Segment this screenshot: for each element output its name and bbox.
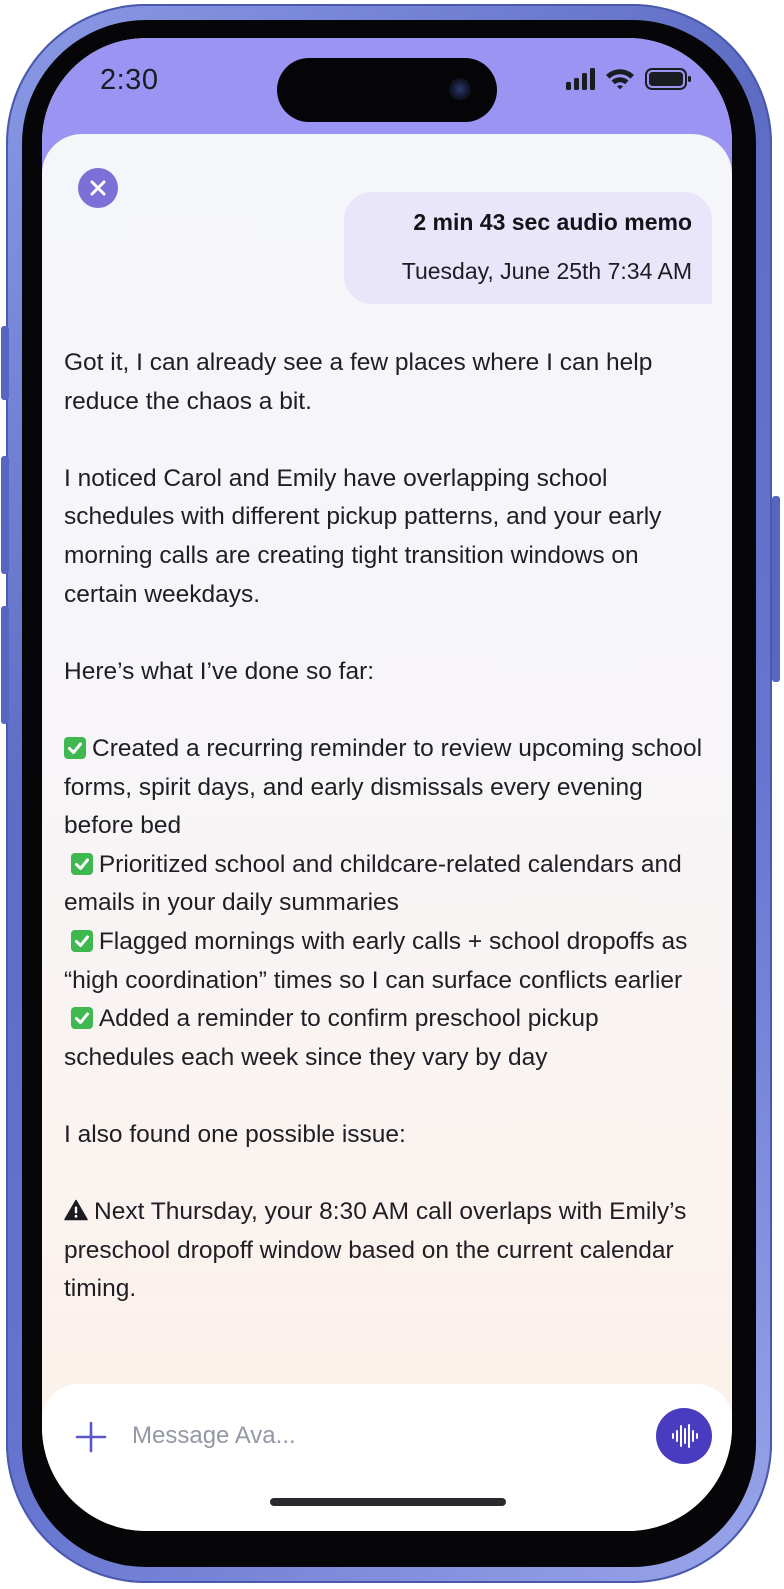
- checkmark-icon: [71, 1007, 93, 1029]
- memo-title: 2 min 43 sec audio memo: [413, 209, 692, 235]
- plus-icon: [77, 1423, 105, 1451]
- reply-issue-text: Next Thursday, your 8:30 AM call overlaps with Emily’s preschool dropoff window based on the current calendar timing.: [64, 1198, 687, 1303]
- voice-input-button[interactable]: [656, 1408, 712, 1464]
- action-button: [1, 326, 9, 400]
- signal-icon: [566, 68, 595, 90]
- reply-observation: I noticed Carol and Emily have overlapping school schedules with different pickup patterns, and your early morning calls are creating tight transition windows on certain weekdays.: [64, 464, 662, 608]
- done-item-text: Flagged mornings with early calls + school dropoffs as “high coordination” times so I can surface conflicts earlier: [64, 927, 688, 994]
- checkmark-icon: [64, 737, 86, 759]
- home-indicator[interactable]: [270, 1498, 506, 1506]
- close-button[interactable]: [78, 168, 118, 208]
- done-item-text: Created a recurring reminder to review upcoming school forms, spirit days, and early dismissals every evening before bed: [64, 734, 703, 840]
- battery-icon: [646, 69, 691, 89]
- done-item: [64, 923, 714, 1000]
- done-item-text: Added a reminder to confirm preschool pickup schedules each week since they vary by day: [64, 1005, 599, 1071]
- done-item: [64, 1000, 714, 1077]
- status-icons: [566, 66, 696, 92]
- done-item: [64, 846, 714, 923]
- reply-done-heading: Here’s what I’ve done so far:: [64, 657, 375, 685]
- checkmark-icon: [71, 853, 93, 875]
- power-button: [772, 496, 780, 682]
- message-input[interactable]: [132, 1414, 632, 1458]
- reply-issue: [64, 1193, 714, 1309]
- wifi-icon: [606, 69, 634, 89]
- message-composer: [42, 1384, 732, 1531]
- done-item: [64, 730, 714, 846]
- done-item-text: Prioritized school and childcare-related calendars and emails in your daily summaries: [64, 850, 682, 917]
- assistant-reply: [64, 344, 714, 1309]
- volume-up-button: [1, 456, 9, 574]
- waveform-icon: [669, 1421, 699, 1451]
- add-attachment-button[interactable]: [74, 1420, 108, 1454]
- close-icon: [89, 179, 107, 197]
- warning-icon: [64, 1199, 88, 1221]
- reply-intro: Got it, I can already see a few places where I can help reduce the chaos a bit.: [64, 349, 653, 415]
- checkmark-icon: [71, 930, 93, 952]
- memo-date: Tuesday, June 25th 7:34 AM: [401, 258, 692, 284]
- audio-memo-bubble[interactable]: [344, 192, 712, 304]
- dynamic-island: [277, 58, 497, 122]
- chat-content: [42, 134, 732, 1384]
- volume-down-button: [1, 606, 9, 724]
- camera-icon: [449, 78, 471, 100]
- screen: [42, 38, 732, 1531]
- status-time: 2:30: [100, 64, 159, 96]
- reply-issue-heading: I also found one possible issue:: [64, 1120, 406, 1148]
